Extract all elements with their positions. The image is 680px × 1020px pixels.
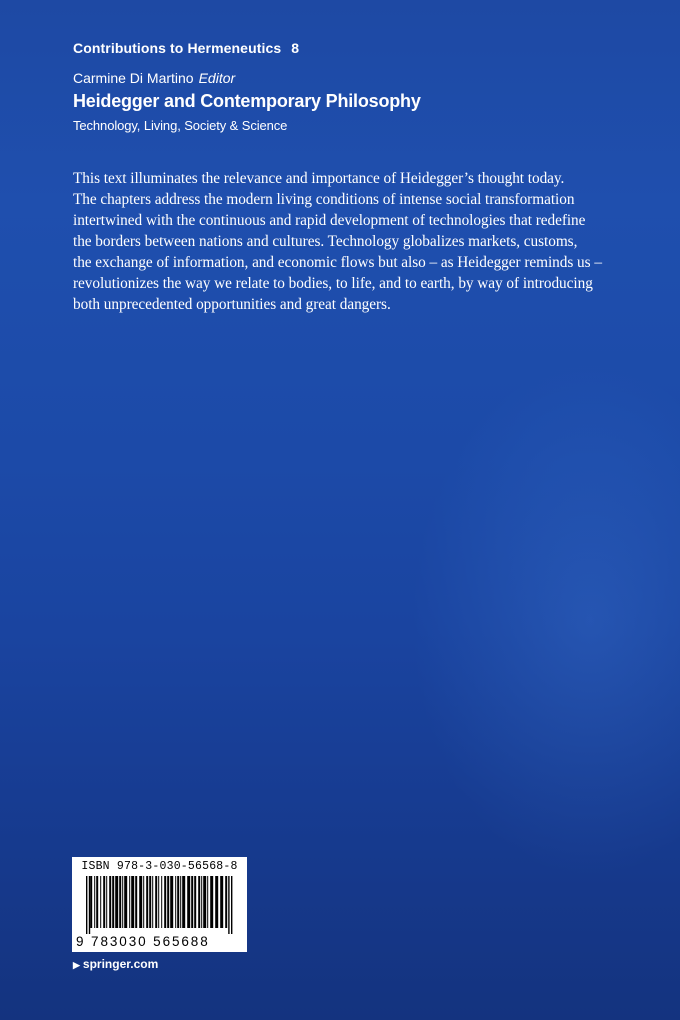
isbn-barcode [72, 857, 247, 952]
editor-line [73, 70, 235, 86]
series-number: 8 [291, 40, 300, 56]
blurb-line: both unprecedented opportunities and great dangers. [73, 296, 391, 313]
blurb-text [73, 168, 613, 315]
blurb-line: revolutionizes the way we relate to bodies, to life, and to earth, by way of introducing [73, 275, 593, 292]
publisher-url: springer.com [82, 957, 159, 971]
series-heading [73, 40, 299, 56]
barcode-bars [86, 876, 236, 934]
book-title: Heidegger and Contemporary Philosophy [73, 91, 421, 111]
editor-role: Editor [198, 70, 236, 86]
background-glow [410, 360, 680, 880]
book-subtitle: Technology, Living, Society & Science [73, 118, 288, 133]
arrow-right-icon: ▶ [73, 960, 80, 970]
blurb-line: The chapters address the modern living conditions of intense social transformation [73, 191, 575, 208]
editor-name: Carmine Di Martino [73, 70, 194, 86]
blurb-line: the borders between nations and cultures. Technology globalizes markets, customs, [73, 233, 578, 250]
blurb-line: intertwined with the continuous and rapid development of technologies that redefine [73, 212, 586, 229]
series-name: Contributions to Hermeneutics [73, 40, 282, 56]
isbn-label: ISBN 978-3-030-56568-8 [81, 860, 238, 873]
blurb-line: the exchange of information, and economic flows but also – as Heidegger reminds us – [73, 254, 602, 271]
barcode-digits: 9 783030 565688 [76, 934, 210, 949]
blurb-line: This text illuminates the relevance and importance of Heidegger’s thought today. [73, 170, 565, 187]
publisher-link[interactable] [73, 957, 158, 971]
